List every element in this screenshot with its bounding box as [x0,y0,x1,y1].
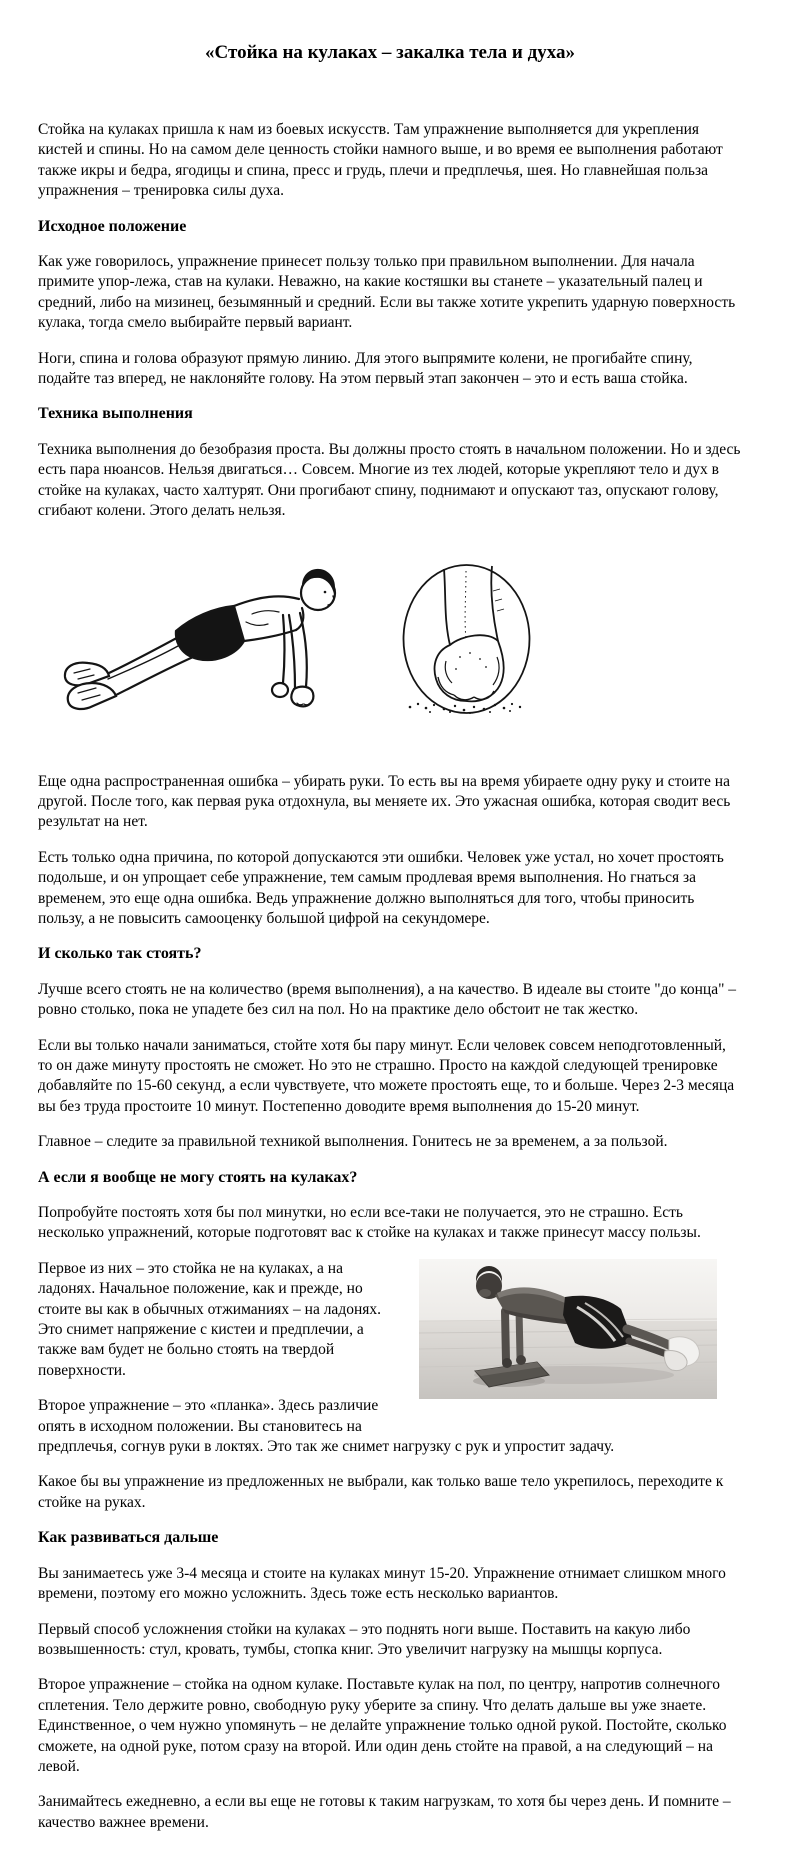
section-heading-starting-position: Исходное положение [38,217,187,235]
paragraph-beside-photo: Первое из них – это стойка не на кулаках, а на ладонях. Начальное положение, как и прежде, но стоите вы как в обычных отжиманиях – на ладонях. Это снимет напряжение с кистеи и предплечии, а также вам будет не больно стоять на твердой поверхности. [38,1259,381,1379]
fist-closeup-inset [400,561,533,717]
paragraph: Лучше всего стоять не на количество (время выполнения), а на качество. В идеале вы стоите "до конца" – ровно столько, пока не упадете без сил на пол. Но на практике дело обстоит не так жестко. [38,980,737,1019]
paragraph: Техника выполнения до безобразия проста. Вы должны просто стоять в начальном положении. Но и здесь есть пара нюансов. Нельзя двигаться… Совсем. Многие из тех людей, которые укрепляют тело и дух в стойке на кулаках, часто халтурят. Они прогибают спину, поднимают и опускают таз, опускают голову, сгибают колени. Этого делать нельзя. [38,440,741,520]
page-title: «Стойка на кулаках – закалка тела и духа» [205,42,575,63]
plank-photo [419,1259,717,1399]
section-heading-technique: Техника выполнения [38,405,193,423]
plank-drawing-figure [38,537,742,717]
paragraph: Какое бы вы упражнение из предложенных не выбрали, как только ваше тело укрепилось, переходите к стойке на руках. [38,1473,724,1511]
paragraph: Вы занимаетесь уже 3-4 месяца и стоите на кулаках минут 15-20. Упражнение отнимает слишком много времени, поэтому его можно усложнить. Здесь тоже есть несколько вариантов. [38,1564,726,1603]
paragraph-intro: Стойка на кулаках пришла к нам из боевых искусств. Там упражнение выполняется для укрепления кистей и спины. Но на самом деле ценность стойки намного выше, и во время ее выполнения работают также икры и бедра, ягодицы и спина, пресс и грудь, плечи и предплечья, шея. Но главнейшая польза упражнения – тренировка силы духа. [38,121,723,200]
paragraph: Первый способ усложнения стойки на кулаках – это поднять ноги выше. Поставить на какую либо возвышенность: стул, кровать, тумбы, стопка книг. Это увеличит нагрузку на мышцы корпуса. [38,1620,691,1658]
plank-on-fists-drawing [56,551,356,717]
paragraph: Если вы только начали заниматься, стойте хотя бы пару минут. Если человек совсем неподготовленный, то он даже минуту простоять не сможет. Но это не страшно. Просто на каждой следующей тренировке добавляйте по 15-60 секунд, а если чувствуете, что можете простоять еще, то и больше. Через 2-3 месяца вы без труда простоите 10 минут. Постепенно доводите время выполнения до 15-20 минут. [38,1036,735,1115]
plank-on-board-photo-art [419,1259,717,1399]
paragraph: Второе упражнение – стойка на одном кулаке. Поставьте кулак на пол, по центру, напротив солнечного сплетения. Тело держите ровно, свободную руку уберите за спину. Что делать дальше вы уже знаете. Единственное, о чем нужно упомянуть – не делайте упражнение только одной рукой. Постойте, сколько сможете, на одной руке, потом сразу на второй. Или один день стойте на правой, а на следующий – на левой. [38,1676,727,1775]
section-heading-cannot-stand: А если я вообще не могу стоять на кулаках? [38,1168,358,1186]
paragraph: Главное – следите за правильной техникой выполнения. Гонитесь не за временем, а за пользой. [38,1133,668,1151]
paragraph-closing: Занимайтесь ежедневно, а если вы еще не готовы к таким нагрузкам, то хотя бы через день. И помните – качество важнее времени. [38,1793,731,1831]
paragraph: Второе упражнение – это «планка». Здесь различие опять в исходном положении. Вы становитесь на предплечья, согнув руки в локтях. Это так же снимет нагрузку с рук и упростит задачу. [38,1397,615,1456]
paragraph: Еще одна распространенная ошибка – убирать руки. То есть вы на время убираете одну руку и стоите на другой. После того, как первая рука отдохнула, вы меняете их. Это ужасная ошибка, которая сводит весь результат на нет. [38,772,731,831]
section-heading-how-long: И сколько так стоять? [38,945,202,963]
section-heading-progress: Как развиваться дальше [38,1529,219,1547]
paragraph: Попробуйте постоять хотя бы пол минутки, но если все-таки не получается, это не страшно. Есть несколько упражнений, которые подготовят вас к стойке на кулаках и также принесут массу пользы. [38,1204,701,1242]
paragraph: Есть только одна причина, по которой допускаются эти ошибки. Человек уже устал, но хочет простоять подольше, и он упрощает себе упражнение, тем самым продлевая время выполнения. Но гнаться за временем, это еще одна ошибка. Ведь упражнение должно выполняться для того, чтобы приносить пользу, а не повысить самооценку большой цифрой на секундомере. [38,848,724,927]
paragraph: Ноги, спина и голова образуют прямую линию. Для этого выпрямите колени, не прогибайте спину, подайте таз вперед, не наклоняйте голову. На этом первый этап закончен – это и есть ваша стойка. [38,349,693,388]
paragraph: Как уже говорилось, упражнение принесет пользу только при правильном выполнении. Для начала примите упор-лежа, став на кулаки. Неважно, на какие костяшки вы станете – указательный палец и средний, либо на мизинец, безымянный и средний. Если вы также хотите укрепить ударную поверхность кулака, тогда смело выбирайте первый вариант. [38,253,736,332]
